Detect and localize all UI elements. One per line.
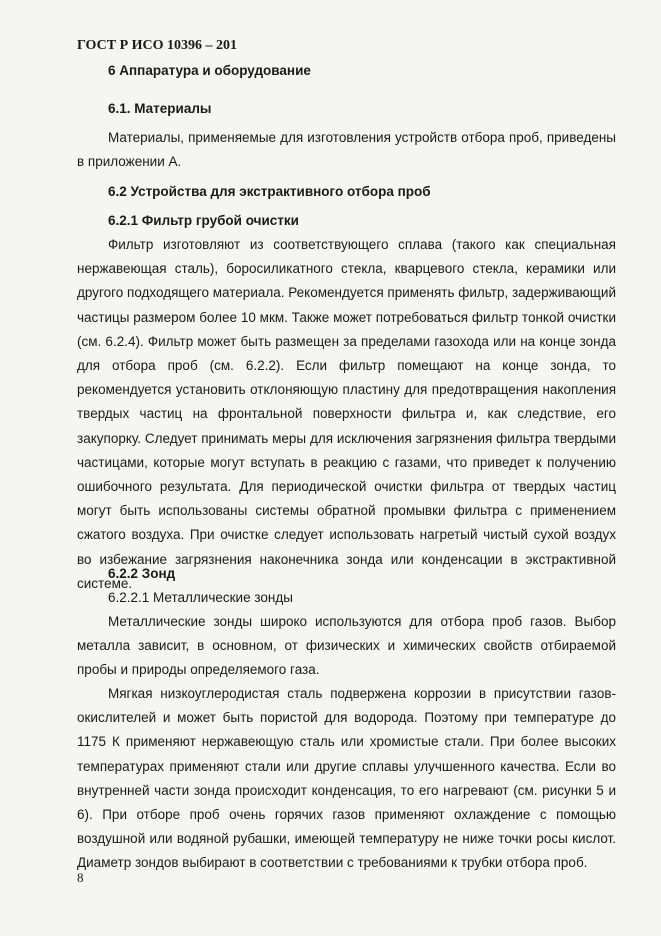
subsection-6-2-2-1-text-1: Металлические зонды широко используются для отбора проб газов. Выбор металла зависит, в основном, от физических и химических свойств отбираемой пробы и природы определяемого газа. — [77, 614, 616, 678]
subsection-6-2-2-1-title: 6.2.2.1 Металлические зонды — [108, 590, 293, 605]
subsection-6-1-title: 6.1. Материалы — [108, 101, 212, 116]
subsection-6-2-2-1-text-2: Мягкая низкоуглеродистая сталь подвержена коррозии в присутствии газов-окислителей и может быть пористой для водорода. Поэтому при температуре до 1175 К применяют нержавеющую сталь или хромистые стали. При более высоких температурах применяют стали или другие сплавы улучшенного качества. Если во внутренней части зонда происходит конденсация, то его нагревают (см. рисунки 5 и 6). При отборе проб очень горячих газов применяют охлаждение с помощью воздушной или водяной рубашки, имеющей температуру не ниже точки росы кислот. Диаметр зондов выбирают в соответствии с требованиями к трубки отбора проб. — [77, 686, 616, 871]
subsection-6-1-text: Материалы, применяемые для изготовления устройств отбора проб, приведены в приложении А. — [77, 130, 616, 170]
subsection-6-2-1-title: 6.2.1 Фильтр грубой очистки — [108, 213, 299, 228]
subsection-6-2-title: 6.2 Устройства для экстрактивного отбора проб — [108, 184, 431, 199]
section-title: 6 Аппаратура и оборудование — [108, 63, 311, 78]
document-header: ГОСТ Р ИСО 10396 – 201 — [77, 38, 238, 53]
subsection-6-2-2-title: 6.2.2 Зонд — [108, 566, 176, 581]
page-number: 8 — [77, 870, 84, 885]
subsection-6-2-1-text: Фильтр изготовляют из соответствующего сплава (такого как специальная нержавеющая сталь), боросиликатного стекла, кварцевого стекла, керамики или другого подходящего материала. Рекомендуется применять фильтр, задерживающий частицы размером более 10 мкм. Также может потребоваться фильтр тонкой очистки (см. 6.2.4). Фильтр может быть размещен за пределами газохода или на конце зонда для отбора проб (см. 6.2.2). Если фильтр помещают на конце зонда, то рекомендуется установить отклоняющую пластину для предотвращения накопления твердых частиц на фронтальной поверхности фильтра и, как следствие, его закупорку. Следует принимать меры для исключения загрязнения фильтра твердыми частицами, которые могут вступать в реакцию с газами, что приведет к получению ошибочного результата. Для периодической очистки фильтра от твердых частиц могут быть использованы системы обратной промывки фильтра с применением сжатого воздуха. При очистке следует использовать нагретый чистый сухой воздух во избежание загрязнения наконечника зонда или конденсации в экстрактивной системе. — [77, 237, 616, 591]
